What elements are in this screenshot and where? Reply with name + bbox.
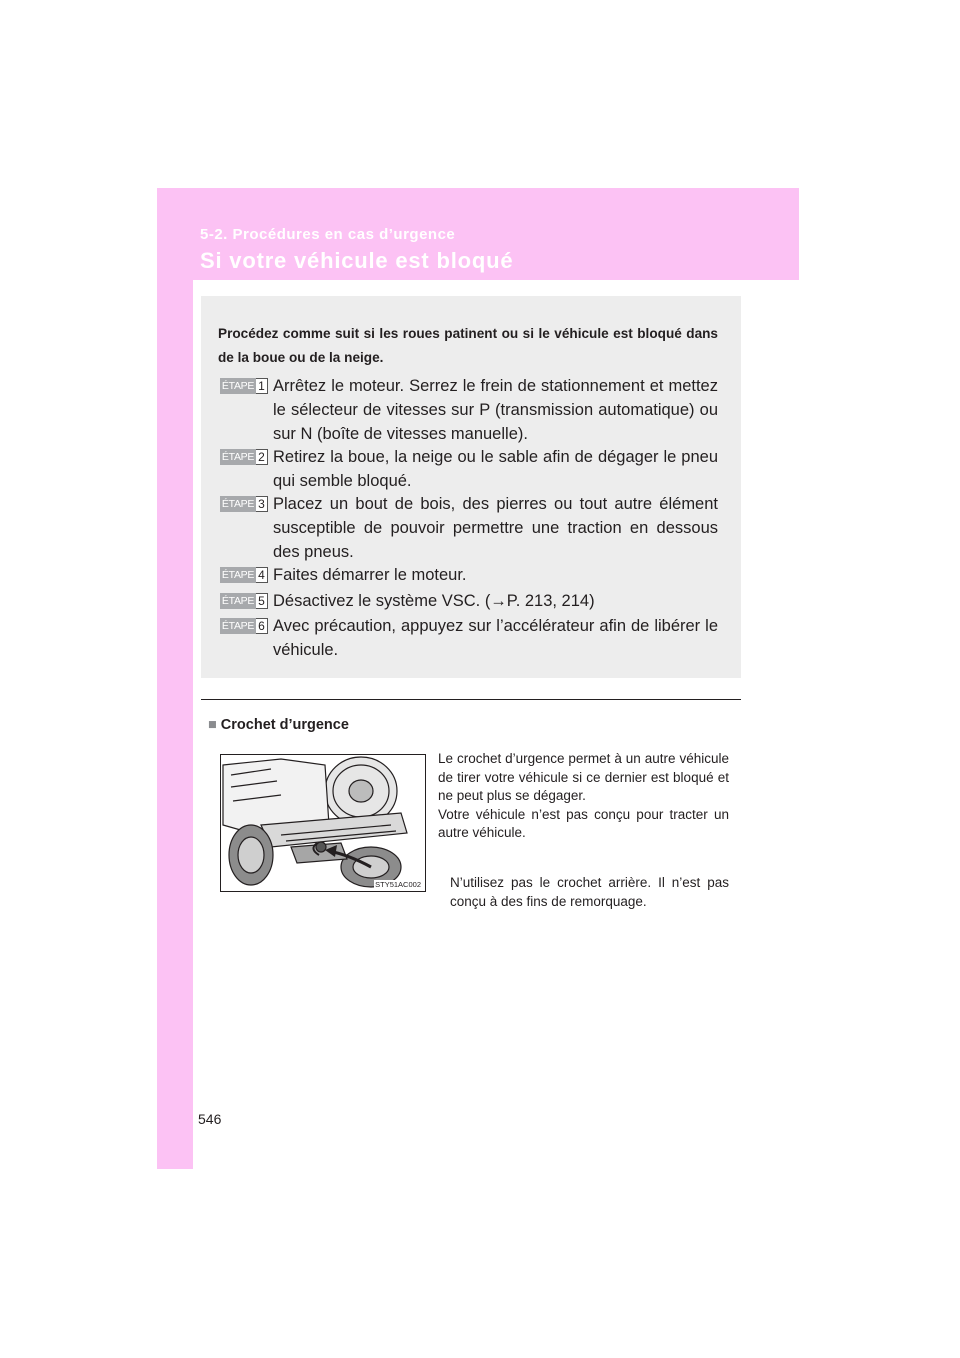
section-label: 5-2. Procédures en cas d’urgence bbox=[200, 226, 456, 243]
page-title: Si votre véhicule est bloqué bbox=[200, 248, 514, 273]
step-badge bbox=[220, 449, 268, 465]
step-badge-number: 6 bbox=[256, 618, 268, 634]
emergency-hook-heading-text: Crochet d’urgence bbox=[220, 717, 349, 733]
step-text: Désactivez le système VSC. (→P. 213, 214) bbox=[273, 592, 595, 610]
description-paragraph: Le crochet d’urgence permet à un autre véhicule de tirer votre véhicule si ce dernier est bloqué et ne peut plus se dégager. bbox=[438, 751, 729, 803]
rear-hook-note: N’utilisez pas le crochet arrière. Il n’est pas conçu à des fins de remorquage. bbox=[450, 875, 729, 909]
step-badge-number: 2 bbox=[256, 449, 268, 465]
emergency-hook-description bbox=[438, 750, 729, 843]
step-badge-number: 3 bbox=[256, 496, 268, 512]
step-badge bbox=[220, 496, 268, 512]
side-strip bbox=[157, 188, 193, 1169]
step-1 bbox=[220, 374, 718, 446]
step-text: Faites démarrer le moteur. bbox=[273, 566, 467, 584]
step-text: Retirez la boue, la neige ou le sable afin de dégager le pneu qui semble bloqué. bbox=[273, 448, 718, 490]
emergency-hook-heading bbox=[208, 717, 349, 733]
step-badge bbox=[220, 378, 268, 394]
vehicle-rear-drawing bbox=[221, 755, 425, 891]
step-2 bbox=[220, 445, 718, 493]
step-badge-number: 4 bbox=[256, 567, 268, 583]
step-badge-label: ÉTAPE bbox=[221, 620, 255, 632]
step-6 bbox=[220, 614, 718, 662]
step-badge-label: ÉTAPE bbox=[221, 451, 255, 463]
step-badge-number: 5 bbox=[256, 593, 268, 609]
description-paragraph: Votre véhicule n’est pas conçu pour tracter un autre véhicule. bbox=[438, 806, 729, 840]
step-badge-label: ÉTAPE bbox=[221, 569, 255, 581]
heading-square-icon: ■ bbox=[208, 717, 217, 733]
step-text: Arrêtez le moteur. Serrez le frein de stationnement et mettez le sélecteur de vitesses sur P (transmission automatique) ou sur N (boîte de vitesses manuelle). bbox=[273, 377, 718, 443]
step-badge bbox=[220, 593, 268, 609]
step-4 bbox=[220, 563, 718, 587]
step-5 bbox=[220, 589, 718, 613]
procedure-intro: Procédez comme suit si les roues patinent ou si le véhicule est bloqué dans de la boue ou de la neige. bbox=[218, 326, 718, 365]
step-badge-number: 1 bbox=[256, 378, 268, 394]
page-number: 546 bbox=[198, 1111, 222, 1127]
step-badge bbox=[220, 618, 268, 634]
step-text: Avec précaution, appuyez sur l’accélérateur afin de libérer le véhicule. bbox=[273, 617, 718, 659]
figure-code: STY51AC002 bbox=[375, 880, 421, 889]
step-badge-label: ÉTAPE bbox=[221, 380, 255, 392]
step-badge-label: ÉTAPE bbox=[221, 595, 255, 607]
step-text: Placez un bout de bois, des pierres ou tout autre élément susceptible de pouvoir permettre une traction en dessous des pneus. bbox=[273, 495, 718, 561]
rear-hook-illustration bbox=[220, 754, 426, 892]
step-badge bbox=[220, 567, 268, 583]
step-badge-label: ÉTAPE bbox=[221, 498, 255, 510]
step-3 bbox=[220, 492, 718, 564]
section-divider bbox=[201, 699, 741, 700]
